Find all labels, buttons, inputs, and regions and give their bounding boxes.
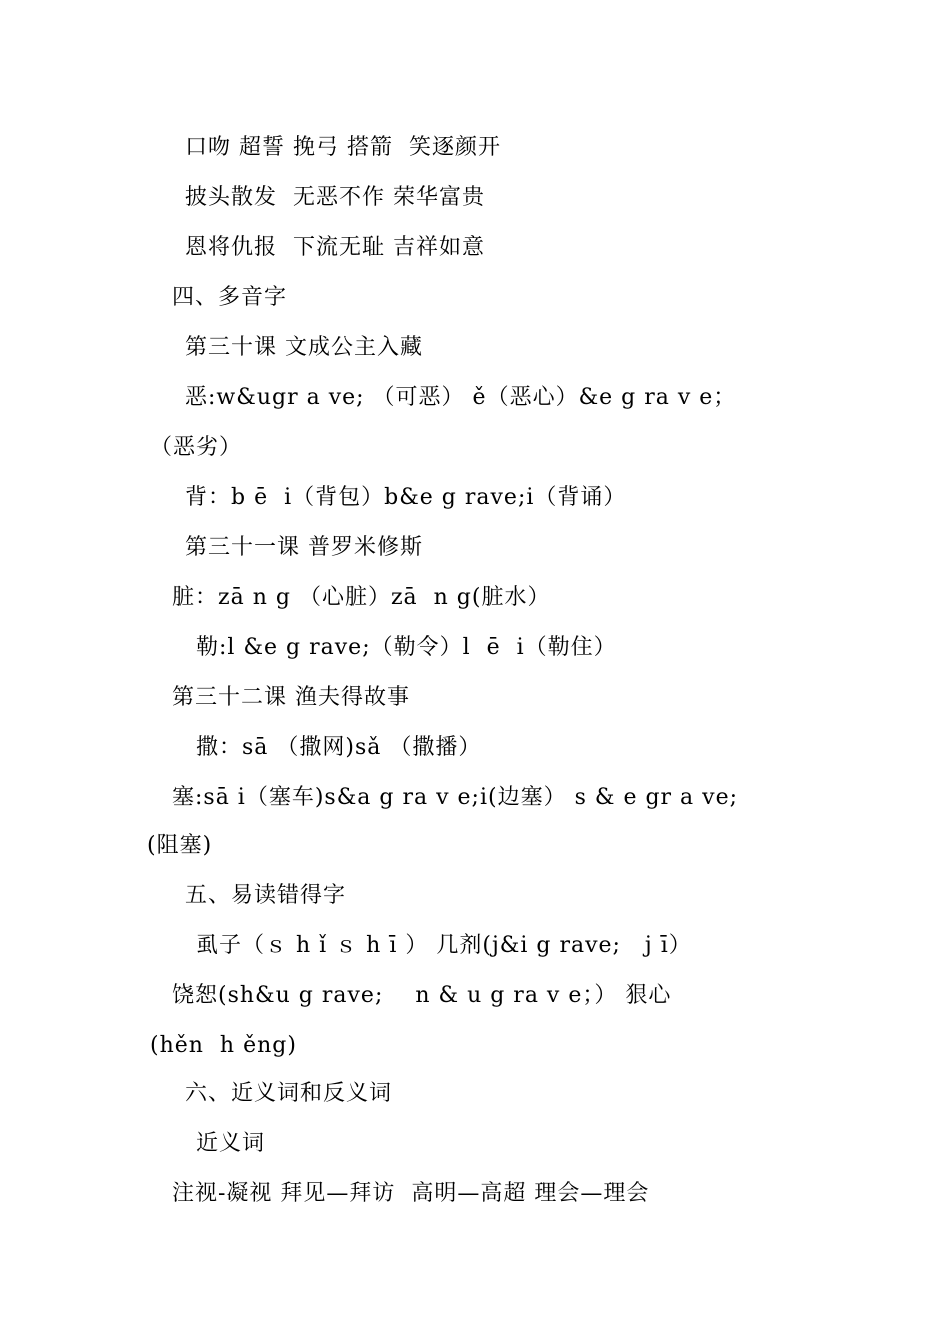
text-line-bei: 背：b ē i（背包）b&e g rave;i（背诵） — [185, 485, 627, 510]
text-line-sa: 撒：sā （撒网)sǎ （撒播） — [196, 735, 482, 760]
text-line-3: 恩将仇报 下流无耻 吉祥如意 — [185, 235, 485, 260]
text-line-henxin-cont: (hěn h ěng) — [150, 1033, 297, 1058]
text-line-zang: 脏：zā n g （心脏）zā n g(脏水） — [172, 585, 551, 610]
text-line-1: 口吻 超誓 挽弓 搭箭 笑逐颜开 — [185, 135, 501, 160]
section-heading-misread: 五、易读错得字 — [185, 883, 347, 908]
text-line-e: 恶:w&ugr a ve; （可恶） ě（恶心）&e g ra v e； — [185, 385, 737, 410]
subheading-synonyms: 近义词 — [196, 1131, 266, 1156]
lesson-heading-31: 第三十一课 普罗米修斯 — [185, 535, 423, 560]
text-line-synonym-pairs: 注视-凝视 拜见—拜访 高明—高超 理会—理会 — [172, 1181, 650, 1206]
lesson-heading-30: 第三十课 文成公主入藏 — [185, 335, 423, 360]
section-heading-synonyms: 六、近义词和反义词 — [185, 1081, 393, 1106]
text-line-e-cont: （恶劣） — [150, 435, 243, 460]
lesson-heading-32: 第三十二课 渔夫得故事 — [172, 685, 410, 710]
text-line-2: 披头散发 无恶不作 荣华富贵 — [185, 185, 485, 210]
text-line-shizi: 虱子（ｓ h ǐ ｓ h ī ） 几剂(j&i g rave; j ī） — [196, 933, 692, 958]
text-line-le: 勒:l &e g rave;（勒令）l ē i（勒住） — [196, 635, 617, 660]
text-line-sai: 塞:sā i（塞车)s&a g ra v e;i(边塞） s & e gr a ve; — [172, 785, 739, 810]
section-heading-polyphonic: 四、多音字 — [172, 285, 288, 310]
text-line-raoshu: 饶恕(sh&u g rave; n & u g ra v e；） 狠心 — [172, 983, 672, 1008]
text-line-sai-cont: (阻塞) — [147, 833, 213, 858]
